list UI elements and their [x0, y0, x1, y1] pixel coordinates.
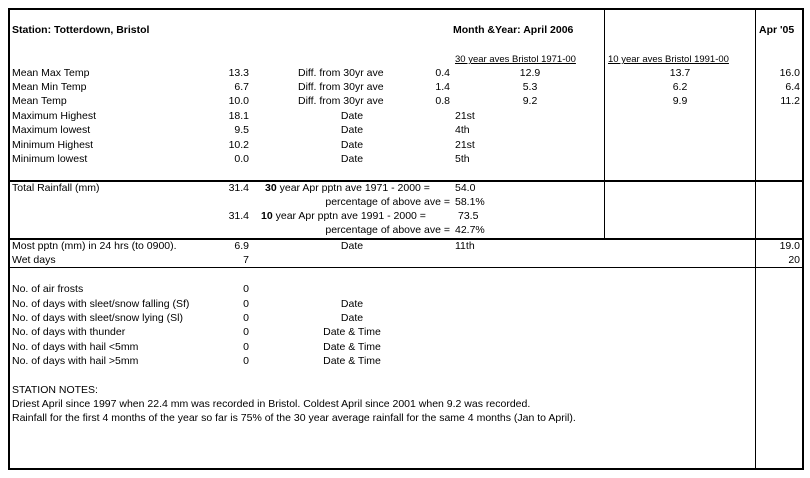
- notes-line-2: Rainfall for the first 4 months of the year so far is 75% of the 30 year average rainfall for the same 4 months (Jan to April).: [12, 412, 576, 424]
- date-label: Date: [340, 124, 364, 136]
- ave30-years: 30: [265, 182, 277, 194]
- row-value: 0: [243, 283, 249, 295]
- rainfall-ave30-value: 54.0: [455, 182, 476, 194]
- date-label: Date & Time: [323, 326, 381, 338]
- row-value: 0.0: [234, 153, 249, 165]
- date-value: 21st: [455, 139, 475, 151]
- row-label: No. of days with hail >5mm: [12, 355, 139, 367]
- prev-year-value: 11.2: [780, 95, 800, 107]
- prev-year-value: 6.4: [785, 81, 800, 93]
- station-name: Station: Totterdown, Bristol: [12, 24, 150, 36]
- row-label: Maximum Highest: [12, 110, 97, 122]
- row-label: Wet days: [12, 254, 56, 266]
- ave10-value: 6.2: [672, 81, 688, 93]
- diff-label: Diff. from 30yr ave: [298, 95, 384, 107]
- date-label: Date: [340, 298, 364, 310]
- row-value: 6.9: [234, 240, 249, 252]
- rainfall-ave10-value: 73.5: [458, 210, 479, 222]
- row-label: Most pptn (mm) in 24 hrs (to 0900).: [12, 240, 177, 252]
- ave10-heading: 10 year aves Bristol 1991-00: [608, 54, 729, 65]
- ave10-years: 10: [261, 210, 273, 222]
- diff-value: 0.4: [435, 67, 450, 79]
- date-value: 4th: [455, 124, 470, 136]
- rainfall-value: 31.4: [228, 182, 249, 194]
- prev-year-value: 20: [788, 254, 800, 266]
- row-value: 10.2: [228, 139, 249, 151]
- diff-value: 1.4: [435, 81, 450, 93]
- divider-counts: [9, 267, 803, 268]
- row-value: 0: [243, 326, 249, 338]
- ave30-value: 12.9: [519, 67, 541, 79]
- date-label: Date: [340, 312, 364, 324]
- ave10-value: 9.9: [672, 95, 688, 107]
- row-label: Maximum lowest: [12, 124, 91, 136]
- row-value: 6.7: [234, 81, 249, 93]
- pct30-label: percentage of above ave =: [325, 196, 450, 208]
- row-label: No. of days with hail <5mm: [12, 341, 139, 353]
- ave10-value: 13.7: [669, 67, 691, 79]
- row-value: 0: [243, 355, 249, 367]
- ave30-heading: 30 year aves Bristol 1971-00: [455, 54, 576, 65]
- pct30-value: 58.1%: [455, 196, 485, 208]
- border-bottom: [8, 468, 804, 470]
- month-year: Month &Year: April 2006: [453, 24, 574, 36]
- row-value: 10.0: [228, 95, 249, 107]
- row-label: No. of days with sleet/snow falling (Sf): [12, 298, 190, 310]
- date-value: 11th: [455, 240, 475, 252]
- notes-line-1: Driest April since 1997 when 22.4 mm was recorded in Bristol. Coldest April since 2001 when 9.2 was recorded.: [12, 398, 531, 410]
- row-label: Mean Temp: [12, 95, 67, 107]
- divider-ave10-left: [604, 9, 605, 240]
- date-label: Date: [340, 110, 364, 122]
- ave10-text: year Apr pptn ave 1991 - 2000 =: [272, 210, 426, 222]
- date-label: Date & Time: [323, 341, 381, 353]
- row-label: Minimum Highest: [12, 139, 94, 151]
- ave30-value: 5.3: [522, 81, 538, 93]
- row-label: Minimum lowest: [12, 153, 88, 165]
- previous-year-heading: Apr '05: [759, 24, 795, 36]
- row-label: No. of air frosts: [12, 283, 84, 295]
- date-label: Date: [340, 139, 364, 151]
- row-label: No. of days with thunder: [12, 326, 126, 338]
- date-label: Date & Time: [323, 355, 381, 367]
- row-value: 13.3: [228, 67, 249, 79]
- date-value: 21st: [455, 110, 475, 122]
- row-label: No. of days with sleet/snow lying (Sl): [12, 312, 183, 324]
- row-value: 0: [243, 341, 249, 353]
- prev-year-value: 19.0: [779, 240, 800, 252]
- row-value: 0: [243, 298, 249, 310]
- pct10-value: 42.7%: [455, 224, 485, 236]
- date-label: Date: [340, 240, 364, 252]
- rainfall-ave10-line: [261, 210, 426, 223]
- ave30-value: 9.2: [522, 95, 538, 107]
- diff-label: Diff. from 30yr ave: [298, 81, 384, 93]
- row-value: 9.5: [234, 124, 249, 136]
- ave30-text: year Apr pptn ave 1971 - 2000 =: [276, 182, 430, 194]
- rainfall-ave30-line: [265, 182, 430, 195]
- rainfall-label: Total Rainfall (mm): [12, 182, 100, 194]
- rainfall-value-2: 31.4: [228, 210, 249, 222]
- prev-year-value: 16.0: [779, 67, 800, 79]
- row-label: Mean Max Temp: [12, 67, 90, 79]
- diff-value: 0.8: [435, 95, 450, 107]
- row-value: 18.1: [228, 110, 249, 122]
- date-value: 5th: [455, 153, 470, 165]
- row-value: 0: [243, 312, 249, 324]
- notes-heading: STATION NOTES:: [12, 384, 98, 396]
- row-label: Mean Min Temp: [12, 81, 87, 93]
- date-label: Date: [340, 153, 364, 165]
- diff-label: Diff. from 30yr ave: [298, 67, 384, 79]
- border-top: [8, 8, 804, 10]
- pct10-label: percentage of above ave =: [325, 224, 450, 236]
- row-value: 7: [243, 254, 249, 266]
